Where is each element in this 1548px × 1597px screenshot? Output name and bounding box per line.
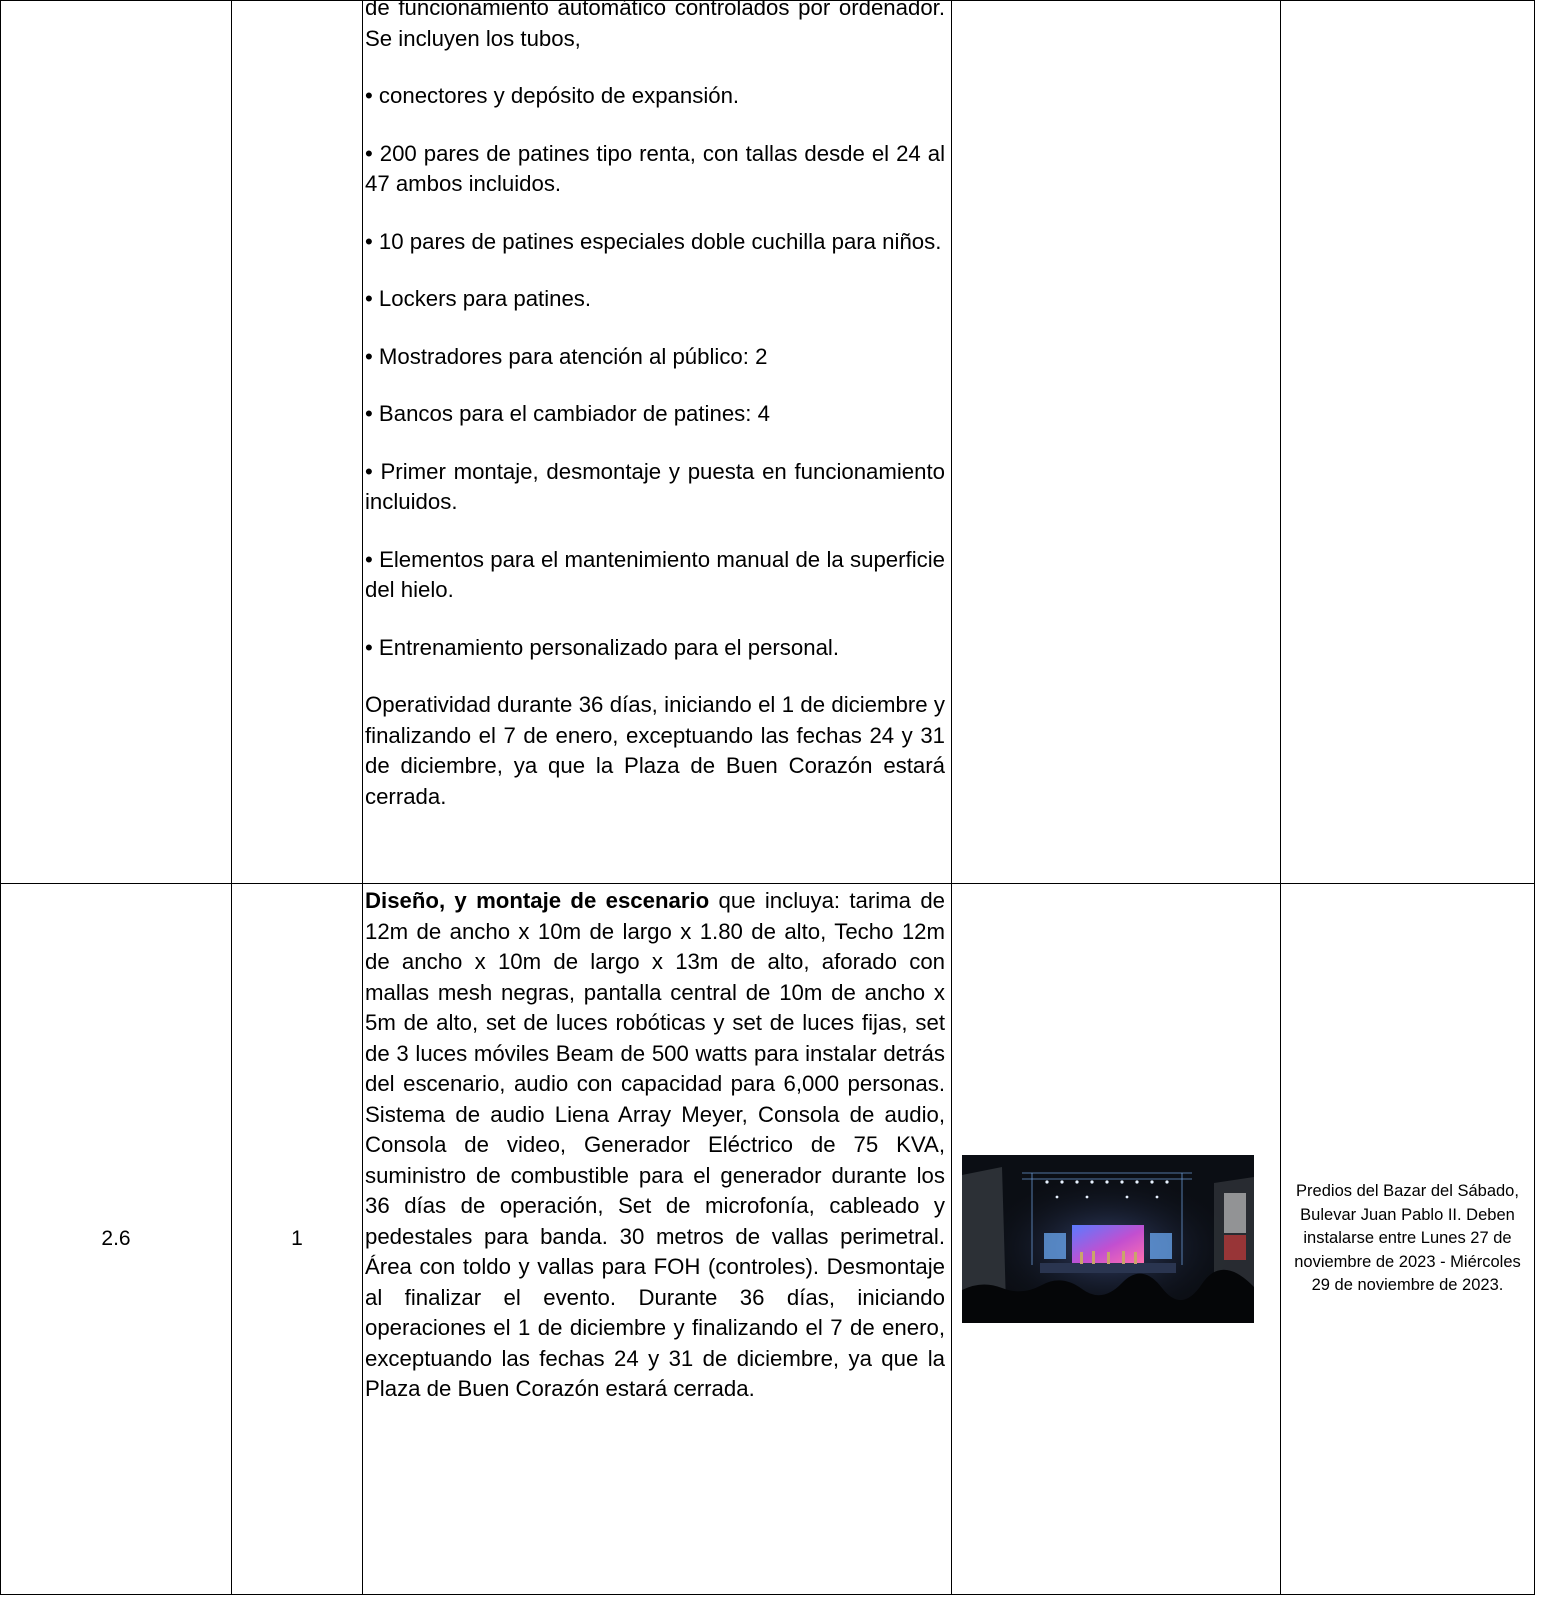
bullet-item: • 200 pares de patines tipo renta, con tallas desde el 24 al 47 ambos incluidos. [365, 140, 945, 196]
bullet-item: • Lockers para patines. [365, 286, 592, 311]
description-cell [363, 884, 952, 1595]
bullet-item: • 10 pares de patines especiales doble cuchilla para niños. [365, 228, 942, 254]
table-row [1, 884, 1535, 1595]
quantity: 1 [232, 884, 363, 1595]
quantity-cell [232, 1, 363, 884]
image-cell [952, 884, 1281, 1595]
bullet-item: • Bancos para el cambiador de patines: 4 [365, 401, 770, 426]
description-cell [363, 1, 952, 884]
image-cell [952, 1, 1281, 884]
item-number: 2.6 [1, 884, 232, 1595]
stage-description [365, 886, 945, 1405]
operativity-paragraph: Operatividad durante 36 días, iniciando el 1 de diciembre y finalizando el 7 de enero, exceptuando las fechas 24 y 31 de diciembre, ya que la Plaza de Buen Corazón estará cerrada. [365, 692, 945, 809]
stage-photo [962, 1155, 1254, 1323]
location-text: Predios del Bazar del Sábado, Bulevar Juan Pablo II. Deben instalarse entre Lunes 27 de noviembre de 2023 - Miércoles 29 de noviembre de 2023. [1281, 884, 1535, 1595]
bullet-item: • conectores y depósito de expansión. [365, 83, 740, 108]
item-number-cell [1, 1, 232, 884]
bullet-item: • Primer montaje, desmontaje y puesta en funcionamiento incluidos. [365, 458, 945, 514]
bullet-item: • Elementos para el mantenimiento manual de la superficie del hielo. [365, 546, 945, 602]
bullet-item: • Entrenamiento personalizado para el personal. [365, 634, 839, 660]
description-title: Diseño, y montaje de escenario [365, 888, 710, 913]
location-cell [1281, 1, 1535, 884]
description-body: que incluya: tarima de 12m de ancho x 10m de largo x 1.80 de alto, Techo 12m de ancho x 10m de largo x 13m de alto, aforado con mallas mesh negras, pantalla central de 10m de ancho x 5m de alto, set de luces robóticas y set de luces fijas, set de 3 luces móviles Beam de 500 watts para instalar detrás del escenario, audio con capacidad para 6,000 personas. Sistema de audio Liena Array Meyer, Consola de audio, Consola de video, Generador Eléctrico de 75 KVA, suministro de combustible para el generador durante los 36 días de operación, Set de microfonía, cableado y pedestales para banda. 30 metros de vallas perimetral. Área con toldo y vallas para FOH (controles). Desmontaje al finalizar el evento. Durante 36 días, iniciando operaciones el 1 de diciembre y finalizando el 7 de enero, exceptuando las fechas 24 y 31 de diciembre, ya que la Plaza de Buen Corazón estará cerrada. [365, 888, 945, 1401]
bullet-item: • Mostradores para atención al público: 2 [365, 343, 768, 369]
table-row [1, 1, 1535, 884]
description-paragraph: de funcionamiento automático controlados por ordenador. Se incluyen los tubos, [365, 0, 945, 51]
